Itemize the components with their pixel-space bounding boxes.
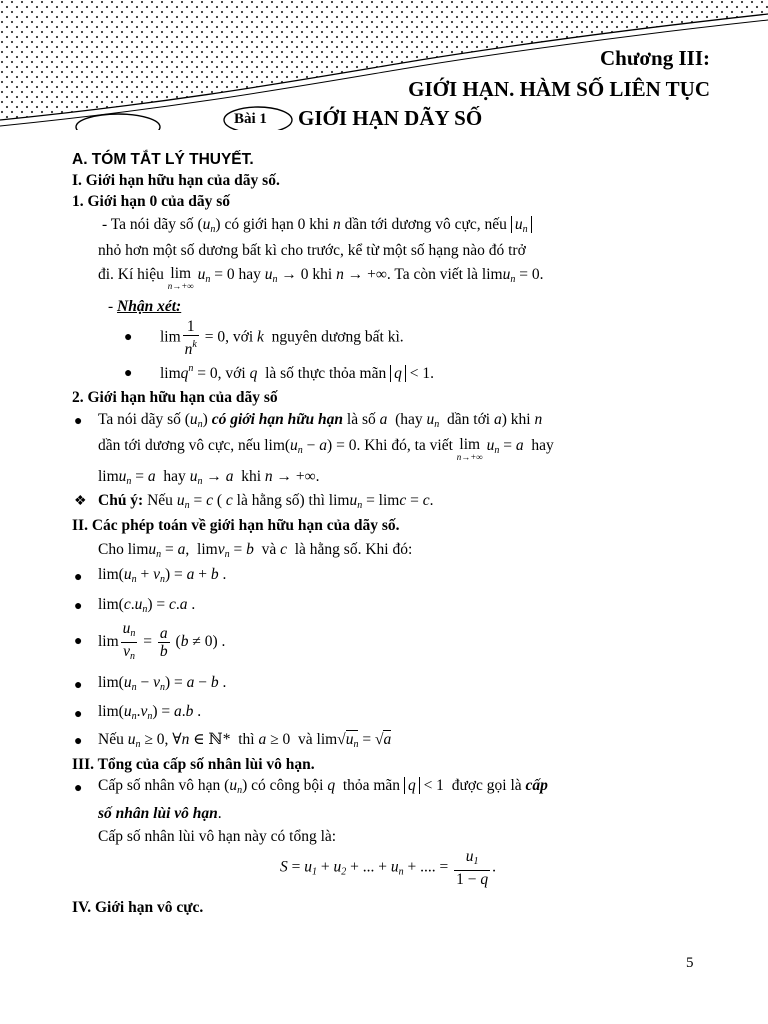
- section-3-line-2: số nhân lùi vô hạn.: [98, 805, 222, 822]
- rule-difference: $\lim(u_n - v_n) = a - b$ .: [98, 674, 227, 693]
- paragraph-2-line-2: dần tới dương vô cực, nếu $\lim(u_n - a) = 0$. Khi đó, ta viết lim n→+∞ $u_n = a$ hay: [98, 436, 554, 462]
- section-2-intro: Cho limu$_n$ = a, limv$_n$ = b và c là hằng số. Khi đó:: [98, 541, 413, 560]
- rule-quotient: lim $\frac{u_n}{v_n}$ = $\frac{a}{b}$ (b ≠ 0) .: [98, 620, 226, 662]
- paragraph-2-line-1: Ta nói dãy số $(u_n)$ có giới hạn hữu hạn là số a (hay $u_n$ dần tới a) khi n: [98, 411, 543, 430]
- bullet: ●: [124, 366, 133, 381]
- subsection-1-heading: 1. Giới hạn 0 của dãy số: [72, 193, 231, 210]
- section-3-line-3: Cấp số nhân lùi vô hạn này có tổng là:: [98, 828, 337, 845]
- lesson-label: Bài 1: [234, 111, 267, 127]
- chapter-title: GIỚI HẠN. HÀM SỐ LIÊN TỤC: [408, 77, 710, 101]
- section-3-line-1: Cấp số nhân vô hạn $(u_n)$ có công bội q thỏa mãn q < 1 được gọi là cấp: [98, 777, 548, 796]
- section-a-heading: A. TÓM TẮT LÝ THUYẾT.: [72, 151, 254, 168]
- section-1-heading: I. Giới hạn hữu hạn của dãy số.: [72, 172, 280, 189]
- bullet: ●: [74, 734, 83, 749]
- bullet: ●: [124, 330, 133, 345]
- bullet: ●: [74, 707, 83, 722]
- subsection-2-heading: 2. Giới hạn hữu hạn của dãy số: [72, 389, 278, 406]
- bullet: ●: [74, 634, 83, 649]
- rule-scalar: $\lim(c.u_n) = c.a$ .: [98, 596, 196, 615]
- paragraph-2-line-3: limu$_n$ = a hay $u_n \to a$ khi n → +∞.: [98, 468, 320, 487]
- remark-item-1: lim $\frac{1}{n^k}$ = 0, với k nguyên dương bất kì.: [160, 318, 404, 358]
- rule-product: $\lim(u_n.v_n) = a.b$ .: [98, 703, 202, 722]
- rule-sum: $\lim(u_n + v_n) = a + b$ .: [98, 566, 227, 585]
- bullet: ●: [74, 599, 83, 614]
- paragraph-1-line-2: nhỏ hơn một số dương bất kì cho trước, kể từ một số hạng nào đó trở: [98, 242, 526, 259]
- section-2-heading: II. Các phép toán về giới hạn hữu hạn của dãy số.: [72, 517, 400, 534]
- bullet: ●: [74, 414, 83, 429]
- note-line: Chú ý: Nếu $u_n = c$ ( c là hằng số) thì limu$_n$ = limc = c.: [98, 492, 434, 511]
- remark-label: - Nhận xét:: [108, 298, 182, 315]
- section-3-heading: III. Tổng của cấp số nhân lùi vô hạn.: [72, 756, 315, 773]
- section-4-heading: IV. Giới hạn vô cực.: [72, 899, 204, 916]
- bullet: ●: [74, 678, 83, 693]
- series-sum-formula: $S = u_1 + u_2$ + ... + $u_n$ + .... = $\frac{u_1}{1 - q}$ .: [280, 848, 496, 888]
- bullet: ●: [74, 570, 83, 585]
- lesson-title: GIỚI HẠN DÃY SỐ: [298, 106, 483, 130]
- note-icon: ❖: [74, 494, 87, 509]
- paragraph-1-line-1: - Ta nói dãy số $(u_n)$ có giới hạn 0 khi n dần tới dương vô cực, nếu $u_n$: [102, 216, 532, 235]
- remark-item-2: limq$^n$ = 0, với q là số thực thỏa mãn q < 1.: [160, 363, 434, 382]
- page-number: 5: [686, 955, 694, 971]
- bullet: ●: [74, 781, 83, 796]
- chapter-label: Chương III:: [599, 46, 710, 70]
- paragraph-1-line-3: đi. Kí hiệu lim n→+∞ $u_n = 0$ hay $u_n \to 0$ khi n → +∞. Ta còn viết là limu$_n$ = 0.: [98, 265, 544, 291]
- rule-sqrt: Nếu $u_n \ge 0$, ∀n ∈ ℕ* thì a ≥ 0 và $\lim√u_n = √a$: [98, 731, 392, 750]
